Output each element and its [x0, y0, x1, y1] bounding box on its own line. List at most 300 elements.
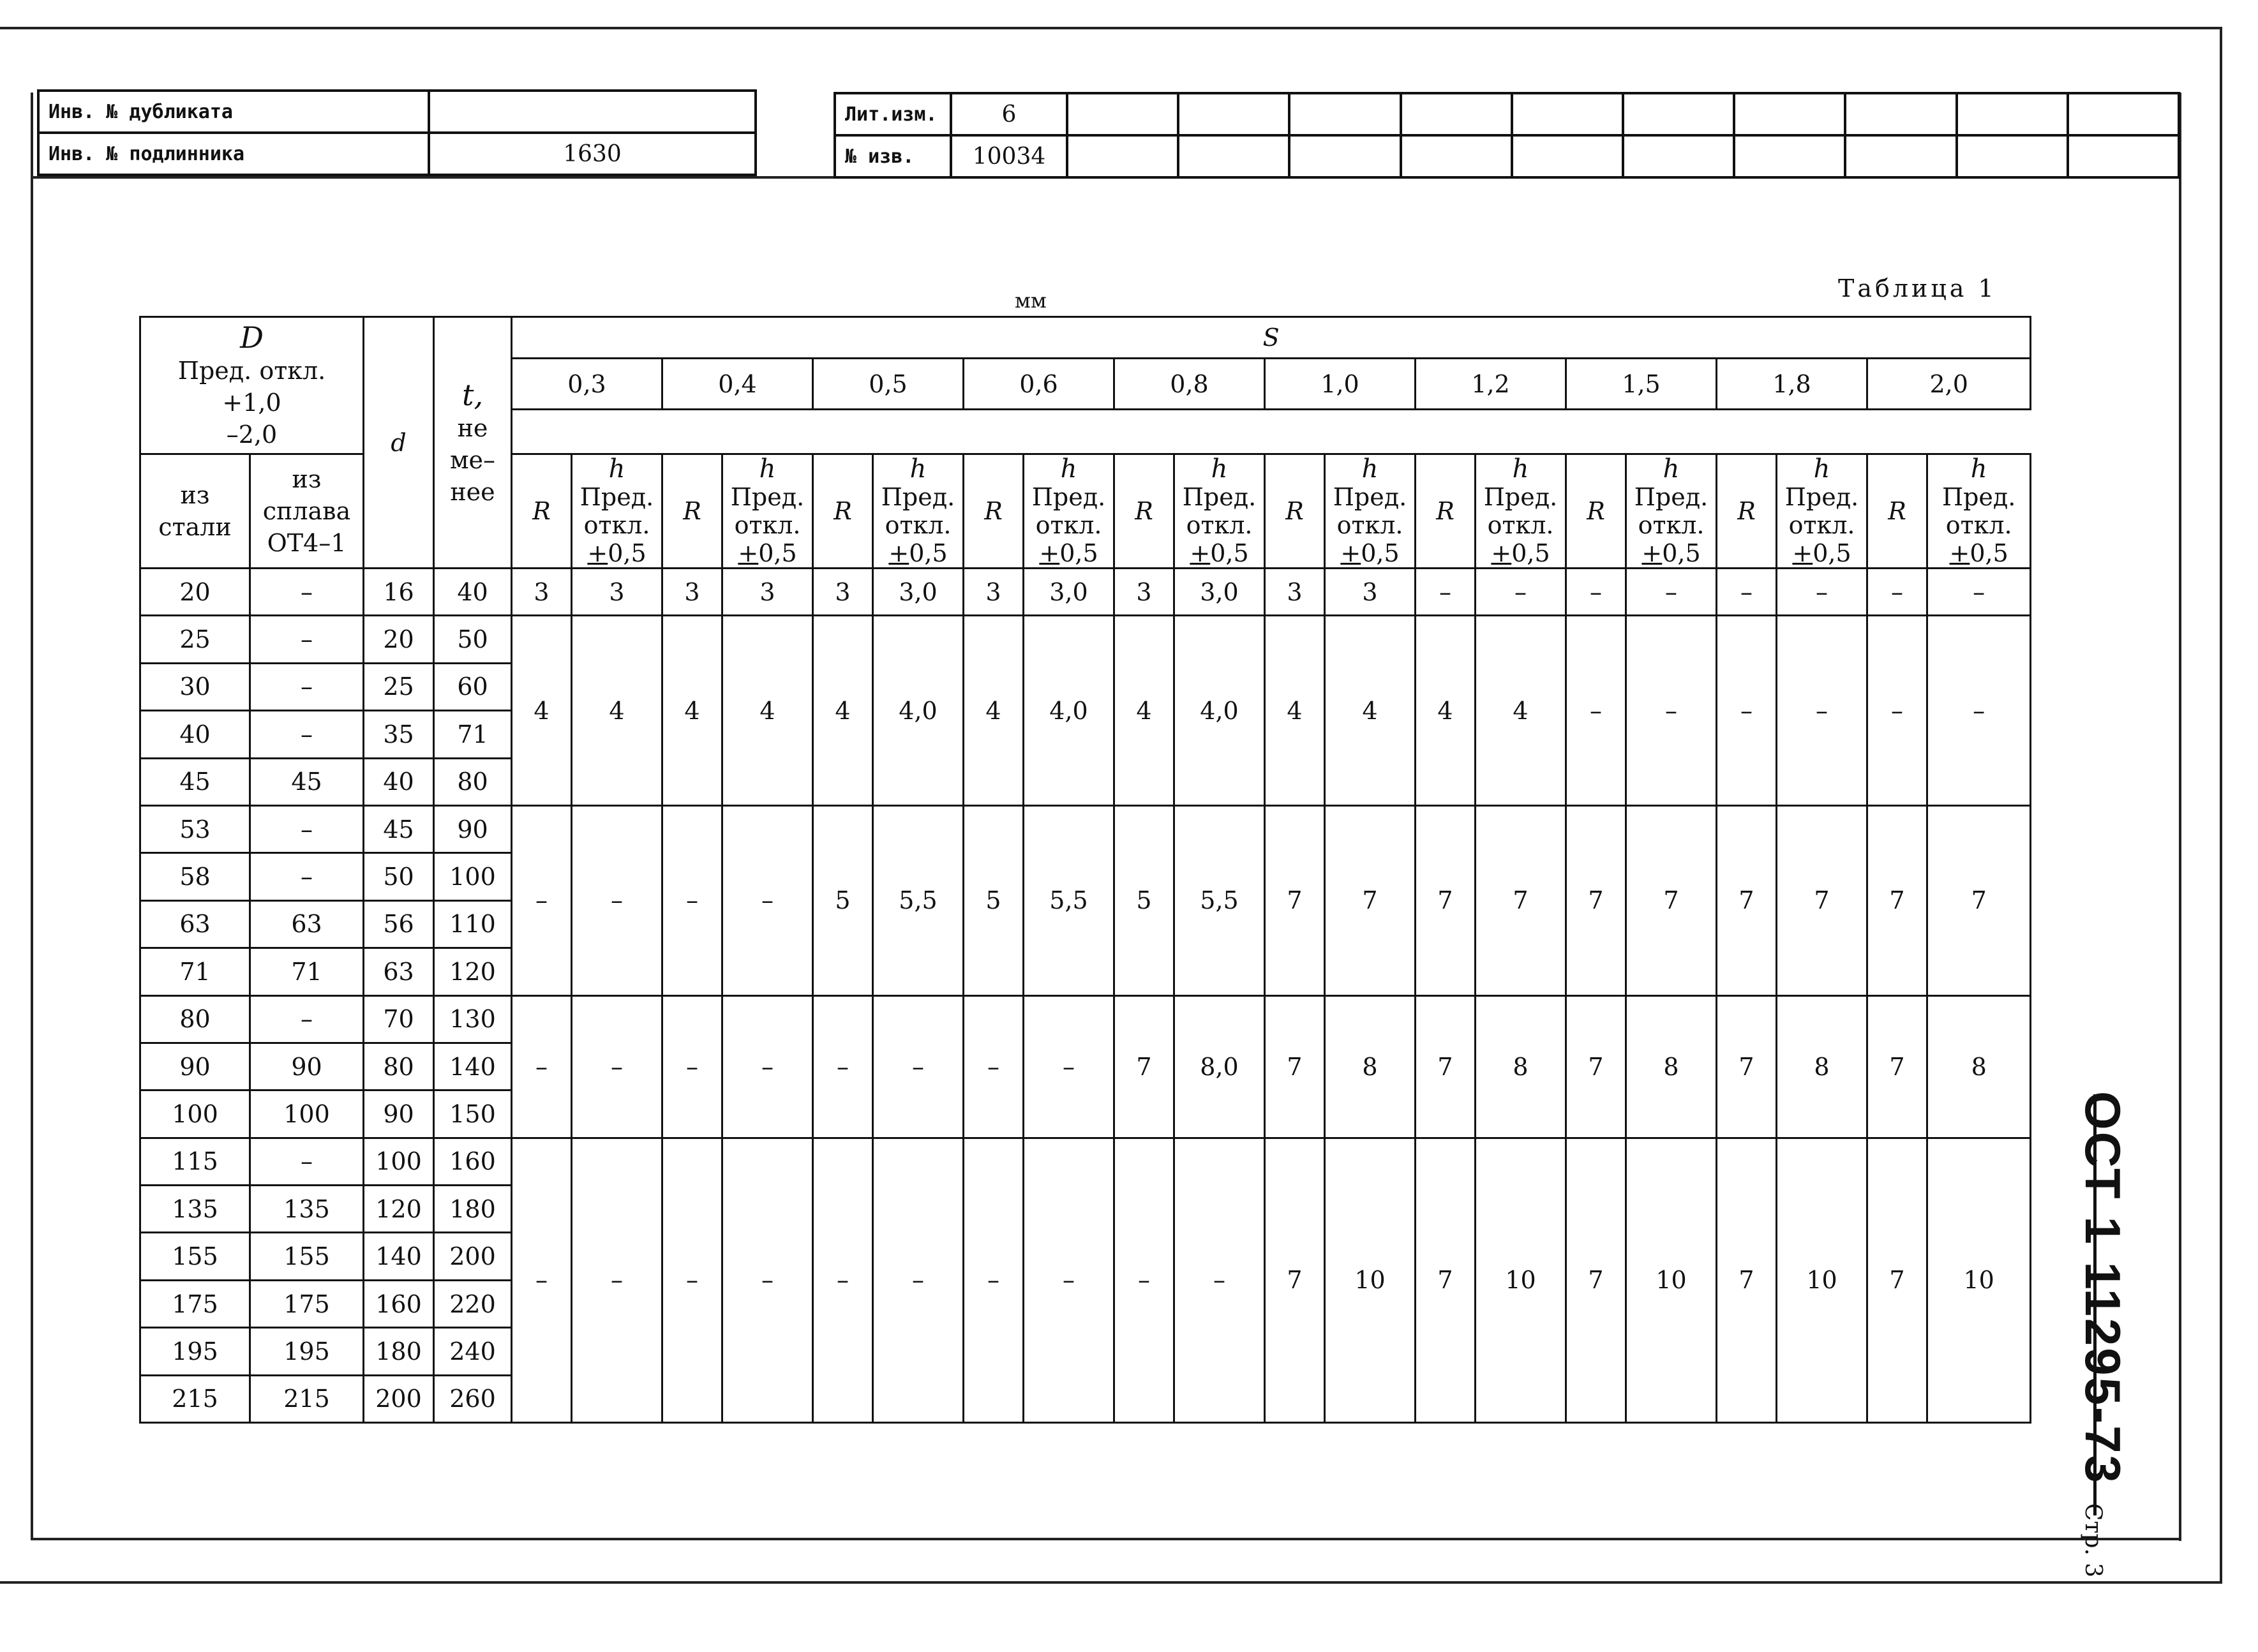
s-value-header: 0,3	[512, 359, 662, 410]
header-h	[1174, 454, 1265, 569]
cell-h: –	[1777, 616, 1867, 806]
units-label: мм	[1015, 288, 1047, 313]
cell-h: –	[1626, 616, 1717, 806]
cell-h: 3,0	[873, 569, 964, 616]
cell-d: 25	[364, 663, 434, 710]
cell-h: 4,0	[873, 616, 964, 806]
s-value-header: 2,0	[1867, 359, 2031, 410]
s-value-header: 1,2	[1416, 359, 1566, 410]
cell-R: –	[813, 995, 873, 1138]
stamp-left	[37, 89, 757, 176]
header-R: R	[964, 454, 1024, 569]
cell-h: –	[873, 1138, 964, 1422]
header-h-symbol: h	[608, 454, 625, 484]
cell-d: 120	[364, 1186, 434, 1233]
s-value-header: 0,4	[662, 359, 813, 410]
cell-d-alloy: 215	[250, 1375, 364, 1422]
header-h-tol-3	[1777, 539, 1866, 567]
cell-R: 3	[964, 569, 1024, 616]
table-row	[140, 616, 2031, 663]
cell-h: –	[1927, 569, 2031, 616]
cell-t: 160	[434, 1138, 512, 1185]
header-h	[1626, 454, 1717, 569]
header-t-sub2: ме–	[449, 445, 496, 474]
header-h	[722, 454, 813, 569]
table-row	[140, 569, 2031, 616]
cell-d-alloy: 135	[250, 1186, 364, 1233]
frame-bottom-line	[0, 1581, 2222, 1584]
stamp-empty-cell	[1512, 135, 1623, 177]
stamp-label-original: Инв. № подлинника	[38, 133, 429, 175]
frame-inner-right-line	[2179, 93, 2181, 1541]
frame-top-line	[0, 27, 2221, 29]
cell-R: –	[512, 805, 572, 995]
header-h-tol-pm: +	[1641, 539, 1663, 567]
header-h-tol-2: откл.	[1035, 511, 1102, 539]
cell-d-steel: 215	[140, 1375, 250, 1422]
header-D-tol-label: Пред. откл.	[177, 357, 326, 385]
stamp-empty-cell	[1178, 93, 1289, 135]
header-R: R	[1265, 454, 1325, 569]
header-D	[140, 317, 364, 454]
header-h-tol-1: Пред.	[1784, 483, 1859, 511]
cell-d-steel: 53	[140, 805, 250, 852]
dimensions-table	[139, 316, 2031, 1424]
header-h-tol-2: откл.	[1487, 511, 1554, 539]
header-R: R	[512, 454, 572, 569]
header-h-tol-1: Пред.	[730, 483, 805, 511]
header-h-tol-3	[1175, 539, 1264, 567]
cell-d-steel: 115	[140, 1138, 250, 1185]
cell-R: 4	[813, 616, 873, 806]
stamp-empty-cell	[1289, 93, 1400, 135]
cell-h: 3	[1325, 569, 1416, 616]
header-t	[434, 317, 512, 569]
cell-d: 160	[364, 1280, 434, 1327]
stamp-empty-cell	[1067, 93, 1178, 135]
cell-R: 5	[813, 805, 873, 995]
stamp-empty-cell	[1067, 135, 1178, 177]
header-h	[1325, 454, 1416, 569]
cell-d-alloy: 155	[250, 1233, 364, 1280]
cell-R: 4	[964, 616, 1024, 806]
stamp-empty-cell	[1734, 135, 1845, 177]
header-D-symbol: D	[240, 320, 264, 355]
cell-d: 40	[364, 758, 434, 805]
header-h-tol-pm: +	[1039, 539, 1060, 567]
cell-h: 7	[1927, 805, 2031, 995]
cell-R: 7	[1114, 995, 1174, 1138]
cell-d: 80	[364, 1043, 434, 1090]
header-h	[572, 454, 662, 569]
cell-d: 45	[364, 805, 434, 852]
frame-right-outer-line	[2220, 27, 2222, 1584]
cell-R: 3	[813, 569, 873, 616]
stamp-value-notice: 10034	[951, 135, 1067, 177]
cell-d-steel: 20	[140, 569, 250, 616]
header-R: R	[1114, 454, 1174, 569]
header-S: S	[512, 317, 2031, 359]
header-h-tol-val: 0,5	[1210, 539, 1249, 567]
cell-d-alloy: –	[250, 711, 364, 758]
cell-t: 200	[434, 1233, 512, 1280]
cell-R: 5	[964, 805, 1024, 995]
table-row	[140, 1138, 2031, 1185]
cell-d-steel: 30	[140, 663, 250, 710]
cell-h: 8	[1325, 995, 1416, 1138]
header-h-tol-1: Пред.	[881, 483, 955, 511]
cell-d-alloy: –	[250, 616, 364, 663]
cell-R: 4	[1114, 616, 1174, 806]
cell-R: –	[1717, 616, 1777, 806]
stamp-empty-cell	[1401, 135, 1512, 177]
header-h-tol-1: Пред.	[1941, 483, 2016, 511]
side-code-block	[2068, 1091, 2144, 1578]
header-h-tol-1: Пред.	[1634, 483, 1708, 511]
cell-d-steel: 58	[140, 853, 250, 900]
header-h-symbol: h	[1060, 454, 1077, 484]
header-h-tol-val: 0,5	[909, 539, 948, 567]
cell-R: 7	[1265, 805, 1325, 995]
frame-inner-bottom-line	[31, 1538, 2181, 1540]
cell-h: 4	[1476, 616, 1566, 806]
cell-d-alloy: 90	[250, 1043, 364, 1090]
stamp-empty-cell	[2068, 135, 2179, 177]
stamp-empty-cell	[1734, 93, 1845, 135]
cell-R: 7	[1867, 805, 1927, 995]
stamp-label-duplicate: Инв. № дубликата	[38, 91, 429, 133]
cell-R: 4	[1416, 616, 1476, 806]
header-h-tol-1: Пред.	[1182, 483, 1257, 511]
header-h-tol-3	[1326, 539, 1414, 567]
cell-h: 10	[1626, 1138, 1717, 1422]
cell-d-alloy: 63	[250, 900, 364, 948]
cell-R: 7	[1416, 805, 1476, 995]
cell-d-steel: 155	[140, 1233, 250, 1280]
cell-d-steel: 40	[140, 711, 250, 758]
header-h-tol-val: 0,5	[758, 539, 797, 567]
header-h-tol-val: 0,5	[1511, 539, 1550, 567]
header-h-symbol: h	[909, 454, 927, 484]
header-h-tol-3	[572, 539, 661, 567]
stamp-empty-cell	[1623, 93, 1734, 135]
cell-d-steel: 195	[140, 1328, 250, 1375]
cell-t: 260	[434, 1375, 512, 1422]
header-h-tol-1: Пред.	[1483, 483, 1558, 511]
cell-h: 7	[1476, 805, 1566, 995]
cell-h: –	[572, 1138, 662, 1422]
header-h-tol-pm: +	[1190, 539, 1211, 567]
cell-h: –	[1024, 995, 1114, 1138]
header-h-symbol: h	[1970, 454, 1987, 484]
header-steel-1: из	[180, 481, 210, 509]
header-D-tol-plus: +1,0	[222, 389, 281, 417]
header-R: R	[662, 454, 722, 569]
cell-h: 7	[1777, 805, 1867, 995]
header-h-tol-val: 0,5	[1813, 539, 1851, 567]
cell-d: 63	[364, 948, 434, 995]
header-h-tol-1: Пред.	[1333, 483, 1407, 511]
table-row	[140, 995, 2031, 1043]
cell-h: 7	[1325, 805, 1416, 995]
header-h	[1476, 454, 1566, 569]
stamp-empty-cell	[1289, 135, 1400, 177]
cell-d-alloy: 175	[250, 1280, 364, 1327]
header-D-tol-minus: –2,0	[226, 420, 278, 449]
cell-h: 4,0	[1174, 616, 1265, 806]
header-h-tol-2: откл.	[1336, 511, 1403, 539]
s-value-header: 0,5	[813, 359, 964, 410]
header-d: d	[364, 317, 434, 569]
header-h-tol-1: Пред.	[1031, 483, 1106, 511]
cell-h: 8	[1476, 995, 1566, 1138]
header-h-symbol: h	[1663, 454, 1680, 484]
cell-d: 140	[364, 1233, 434, 1280]
cell-R: 7	[1416, 995, 1476, 1138]
cell-R: –	[512, 1138, 572, 1422]
header-h	[1777, 454, 1867, 569]
cell-h: –	[722, 1138, 813, 1422]
stamp-value-duplicate	[429, 91, 756, 133]
cell-d: 16	[364, 569, 434, 616]
cell-d: 20	[364, 616, 434, 663]
cell-h: 4	[722, 616, 813, 806]
cell-R: 3	[512, 569, 572, 616]
header-alloy-1: из	[292, 465, 322, 493]
cell-d-alloy: 45	[250, 758, 364, 805]
cell-d-steel: 175	[140, 1280, 250, 1327]
stamp-empty-cell	[1623, 135, 1734, 177]
cell-h: 10	[1777, 1138, 1867, 1422]
header-h-tol-2: откл.	[1788, 511, 1855, 539]
cell-R: –	[662, 1138, 722, 1422]
header-h-tol-pm: +	[1949, 539, 1970, 567]
cell-t: 60	[434, 663, 512, 710]
header-h-tol-val: 0,5	[608, 539, 647, 567]
cell-R: –	[1416, 569, 1476, 616]
cell-d: 50	[364, 853, 434, 900]
cell-d-steel: 100	[140, 1090, 250, 1138]
cell-h: 8	[1777, 995, 1867, 1138]
cell-h: –	[1626, 569, 1717, 616]
stamp-label-lit: Лит.изм.	[835, 93, 951, 135]
cell-h: –	[722, 805, 813, 995]
cell-R: 4	[662, 616, 722, 806]
cell-d-alloy: –	[250, 1138, 364, 1185]
header-h-tol-val: 0,5	[1361, 539, 1400, 567]
cell-R: –	[1717, 569, 1777, 616]
header-h	[1024, 454, 1114, 569]
s-value-header: 1,8	[1717, 359, 1867, 410]
header-h-tol-3	[1024, 539, 1113, 567]
cell-R: 3	[1265, 569, 1325, 616]
cell-R: –	[813, 1138, 873, 1422]
cell-t: 100	[434, 853, 512, 900]
cell-d: 35	[364, 711, 434, 758]
header-h-tol-pm: +	[1792, 539, 1813, 567]
cell-d-alloy: –	[250, 853, 364, 900]
cell-d: 70	[364, 995, 434, 1043]
cell-R: 3	[662, 569, 722, 616]
cell-t: 220	[434, 1280, 512, 1327]
cell-R: 7	[1867, 995, 1927, 1138]
cell-d: 200	[364, 1375, 434, 1422]
stamp-empty-cell	[1845, 135, 1956, 177]
header-h-tol-pm: +	[1491, 539, 1512, 567]
header-h	[873, 454, 964, 569]
header-h-symbol: h	[1211, 454, 1228, 484]
header-R: R	[1867, 454, 1927, 569]
stamp-empty-cell	[1957, 93, 2068, 135]
cell-R: 7	[1566, 805, 1626, 995]
header-h-tol-val: 0,5	[1662, 539, 1701, 567]
cell-h: 10	[1476, 1138, 1566, 1422]
cell-h: 8,0	[1174, 995, 1265, 1138]
header-h-tol-val: 0,5	[1970, 539, 2008, 567]
header-t-symbol: t,	[461, 377, 484, 412]
cell-h: 4	[572, 616, 662, 806]
cell-t: 71	[434, 711, 512, 758]
stamp-value-lit: 6	[951, 93, 1067, 135]
header-h-tol-pm: +	[587, 539, 608, 567]
cell-d-steel: 63	[140, 900, 250, 948]
header-steel	[140, 454, 250, 569]
cell-R: 7	[1867, 1138, 1927, 1422]
header-alloy-3: ОТ4–1	[267, 529, 347, 557]
cell-t: 140	[434, 1043, 512, 1090]
cell-t: 40	[434, 569, 512, 616]
cell-h: 3,0	[1024, 569, 1114, 616]
cell-t: 240	[434, 1328, 512, 1375]
cell-h: –	[873, 995, 964, 1138]
cell-d-alloy: 71	[250, 948, 364, 995]
cell-t: 50	[434, 616, 512, 663]
stamp-empty-cell	[1512, 93, 1623, 135]
cell-d-alloy: –	[250, 995, 364, 1043]
header-alloy-2: сплава	[262, 497, 351, 525]
cell-R: –	[1867, 569, 1927, 616]
cell-R: –	[512, 995, 572, 1138]
cell-R: 4	[1265, 616, 1325, 806]
header-steel-2: стали	[158, 513, 232, 541]
cell-R: 5	[1114, 805, 1174, 995]
cell-d: 56	[364, 900, 434, 948]
standard-code: ОСТ 1 11295-73	[2075, 1091, 2131, 1485]
cell-h: –	[722, 995, 813, 1138]
header-R: R	[813, 454, 873, 569]
cell-t: 110	[434, 900, 512, 948]
stamp-label-notice: № изв.	[835, 135, 951, 177]
header-h-tol-2: откл.	[734, 511, 801, 539]
cell-d-alloy: –	[250, 805, 364, 852]
header-h-tol-2: откл.	[583, 511, 650, 539]
cell-h: –	[1024, 1138, 1114, 1422]
header-alloy	[250, 454, 364, 569]
stamp-empty-cell	[1845, 93, 1956, 135]
cell-h: –	[1476, 569, 1566, 616]
s-value-header: 0,6	[964, 359, 1114, 410]
cell-h: 7	[1626, 805, 1717, 995]
header-h-tol-pm: +	[888, 539, 909, 567]
header-h-tol-2: откл.	[1186, 511, 1253, 539]
cell-R: 4	[512, 616, 572, 806]
header-h-symbol: h	[1361, 454, 1379, 484]
cell-d-steel: 71	[140, 948, 250, 995]
header-h-tol-2: откл.	[1945, 511, 2012, 539]
cell-h: 10	[1325, 1138, 1416, 1422]
cell-R: –	[662, 995, 722, 1138]
cell-h: 3,0	[1174, 569, 1265, 616]
stamp-empty-cell	[1957, 135, 2068, 177]
cell-h: 3	[572, 569, 662, 616]
cell-d-alloy: –	[250, 569, 364, 616]
cell-R: 3	[1114, 569, 1174, 616]
cell-R: 7	[1566, 1138, 1626, 1422]
header-h-tol-3	[723, 539, 812, 567]
header-h-symbol: h	[1512, 454, 1529, 484]
cell-R: –	[1114, 1138, 1174, 1422]
cell-R: 7	[1717, 1138, 1777, 1422]
cell-R: –	[1566, 569, 1626, 616]
cell-R: –	[964, 1138, 1024, 1422]
header-h-tol-3	[1928, 539, 2030, 567]
stamp-value-original: 1630	[429, 133, 756, 175]
header-h-tol-2: откл.	[1638, 511, 1705, 539]
header-h-tol-2: откл.	[885, 511, 952, 539]
cell-d-steel: 80	[140, 995, 250, 1043]
cell-t: 130	[434, 995, 512, 1043]
table-title: Таблица 1	[1838, 274, 1997, 302]
s-value-header: 0,8	[1114, 359, 1265, 410]
header-h	[1927, 454, 2031, 569]
cell-R: 7	[1717, 805, 1777, 995]
cell-h: –	[1777, 569, 1867, 616]
cell-h: 5,5	[1174, 805, 1265, 995]
cell-R: 7	[1265, 1138, 1325, 1422]
frame-inner-left-line	[31, 93, 33, 1538]
cell-h: 5,5	[873, 805, 964, 995]
header-h-tol-3	[1476, 539, 1565, 567]
cell-d-steel: 45	[140, 758, 250, 805]
cell-h: –	[1927, 616, 2031, 806]
cell-d-alloy: 100	[250, 1090, 364, 1138]
header-h-tol-3	[874, 539, 962, 567]
cell-d-steel: 25	[140, 616, 250, 663]
header-h-symbol: h	[759, 454, 776, 484]
header-h-tol-pm: +	[1340, 539, 1361, 567]
cell-R: –	[964, 995, 1024, 1138]
header-h-symbol: h	[1813, 454, 1830, 484]
cell-t: 120	[434, 948, 512, 995]
cell-h: 8	[1927, 995, 2031, 1138]
header-h-tol-3	[1627, 539, 1716, 567]
table-row	[140, 805, 2031, 852]
stamp-empty-cell	[2068, 93, 2179, 135]
cell-R: 7	[1265, 995, 1325, 1138]
header-t-sub1: не	[457, 413, 488, 442]
cell-d: 180	[364, 1328, 434, 1375]
header-h-tol-val: 0,5	[1059, 539, 1098, 567]
cell-d: 90	[364, 1090, 434, 1138]
cell-d-steel: 90	[140, 1043, 250, 1090]
cell-R: 7	[1566, 995, 1626, 1138]
cell-t: 90	[434, 805, 512, 852]
cell-t: 80	[434, 758, 512, 805]
cell-h: –	[572, 805, 662, 995]
cell-R: –	[662, 805, 722, 995]
header-h-tol-pm: +	[738, 539, 759, 567]
header-R: R	[1717, 454, 1777, 569]
